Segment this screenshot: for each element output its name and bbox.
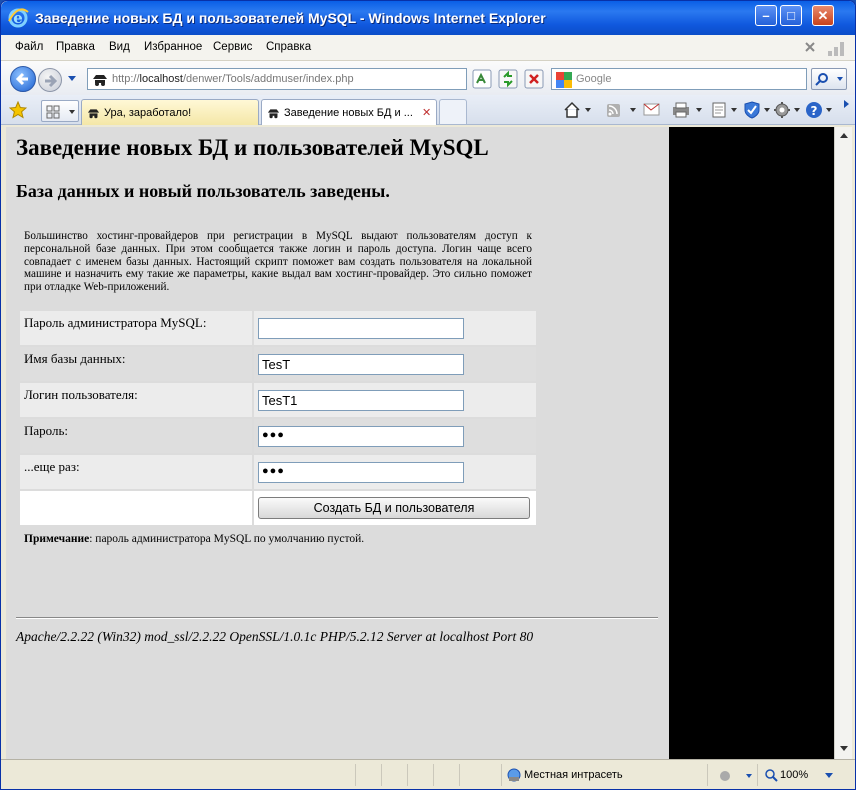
page-title: Заведение новых БД и пользователей MySQL: [16, 135, 489, 160]
menu-item-file[interactable]: Файл: [15, 41, 44, 53]
search-button[interactable]: [811, 68, 847, 90]
back-button[interactable]: [10, 66, 36, 92]
spy-tab-icon: [267, 107, 280, 119]
zoom-control[interactable]: [757, 764, 851, 786]
intranet-zone-icon: [506, 767, 522, 783]
vertical-scrollbar[interactable]: [834, 127, 852, 759]
user-login-label: Логин пользователя:: [20, 383, 252, 417]
minimize-button[interactable]: –: [755, 5, 777, 26]
side-pane: [669, 127, 834, 759]
status-bar: [1, 759, 856, 790]
user-login-input[interactable]: TesT1: [258, 390, 464, 411]
quick-tabs-icon: [42, 101, 80, 123]
tab-label: Заведение новых БД и ...: [284, 107, 413, 119]
maximize-button[interactable]: □: [780, 5, 802, 26]
refresh-icon[interactable]: [498, 69, 518, 89]
search-box[interactable]: [551, 68, 807, 90]
safety-shield-icon[interactable]: [743, 100, 773, 120]
scroll-up-icon[interactable]: [839, 131, 849, 139]
menu-item-help[interactable]: Справка: [266, 41, 312, 53]
back-arrow-icon: [11, 67, 37, 93]
svg-text:?: ?: [810, 104, 818, 118]
tab-bar: [1, 95, 856, 125]
print-icon[interactable]: [671, 101, 707, 119]
menu-item-view[interactable]: Вид: [109, 41, 130, 53]
close-menu-icon[interactable]: [804, 41, 816, 53]
admin-password-label: Пароль администратора MySQL:: [20, 311, 252, 345]
intro-paragraph: Большинство хостинг-провайдеров при регистрации в MySQL выдают пользователям доступ к персональной базе данных. При этом сообщается также логин и пароль доступа. Логин чаще всего совпадает с именем базы данных. Настоящий скрипт поможет вам создать пользователя на локальной машине и назначить ему такие же параметры, какие выдал вам хостинг-провайдер. Это сильно поможет при отладке Web-приложений.: [24, 230, 532, 294]
form-row: [20, 311, 536, 345]
new-tab-button[interactable]: [439, 99, 467, 124]
protected-mode-icon: [718, 768, 754, 784]
tab-close-icon[interactable]: ✕: [422, 107, 432, 119]
title-bar[interactable]: [1, 1, 856, 35]
scroll-down-icon[interactable]: [839, 745, 849, 753]
password-label: Пароль:: [20, 419, 252, 453]
zoom-dropdown-icon: [824, 772, 834, 780]
note: [24, 533, 364, 545]
form-row: [20, 347, 536, 381]
address-bar[interactable]: [87, 68, 467, 90]
create-db-user-button[interactable]: Создать БД и пользователя: [258, 497, 530, 519]
rss-feed-icon[interactable]: [605, 101, 641, 119]
tab-ura[interactable]: [81, 99, 259, 125]
signal-icon: [827, 39, 847, 57]
page-subtitle: База данных и новый пользователь заведены.: [16, 181, 390, 201]
menu-item-favorites[interactable]: Избранное: [144, 41, 203, 53]
magnifier-icon: [812, 69, 846, 89]
password-again-label: ...еще раз:: [20, 455, 252, 489]
tools-gear-icon[interactable]: [773, 100, 803, 120]
help-icon[interactable]: [805, 100, 835, 120]
forward-button[interactable]: [38, 68, 62, 92]
divider: [16, 617, 658, 619]
password-again-input[interactable]: ●●●: [258, 462, 464, 483]
zone-label: Местная интрасеть: [524, 769, 623, 781]
form-row: [20, 419, 536, 453]
user-form: [18, 309, 538, 527]
security-zone[interactable]: [501, 764, 707, 786]
quick-tabs-button[interactable]: [41, 100, 79, 122]
google-icon: [556, 72, 572, 88]
window-title: Заведение новых БД и пользователей MySQL - Windows Internet Explorer: [35, 10, 546, 26]
db-name-input[interactable]: TesT: [258, 354, 464, 375]
tab-current[interactable]: [261, 99, 437, 125]
stop-icon[interactable]: [524, 69, 544, 89]
search-placeholder: Google: [576, 73, 612, 85]
db-name-label: Имя базы данных:: [20, 347, 252, 381]
menu-item-edit[interactable]: Правка: [56, 41, 95, 53]
close-button[interactable]: ✕: [812, 5, 834, 26]
toolbar-overflow-icon[interactable]: [843, 99, 851, 109]
home-icon[interactable]: [563, 101, 593, 119]
form-row: [20, 491, 536, 525]
zoom-icon: [764, 768, 778, 782]
note-label: Примечание: [24, 533, 90, 545]
server-signature: Apache/2.2.22 (Win32) mod_ssl/2.2.22 OpenSSL/1.0.1c PHP/5.2.12 Server at localhost Port 80: [16, 629, 534, 644]
password-input[interactable]: ●●●: [258, 426, 464, 447]
menu-bar: [1, 35, 856, 61]
mail-icon[interactable]: [643, 103, 661, 117]
spy-favicon-icon: [92, 72, 108, 87]
history-dropdown-icon[interactable]: [67, 75, 77, 83]
zoom-level: 100%: [780, 769, 809, 781]
protected-mode[interactable]: [707, 764, 757, 786]
svg-text:e: e: [13, 9, 23, 27]
tab-label: Ура, заработало!: [104, 107, 192, 119]
spy-tab-icon: [87, 107, 100, 119]
compatibility-view-icon[interactable]: [472, 69, 492, 89]
form-row: [20, 455, 536, 489]
admin-password-input[interactable]: [258, 318, 464, 339]
forward-arrow-icon: [39, 69, 63, 93]
page-menu-icon[interactable]: [711, 101, 741, 119]
favorites-star-icon[interactable]: [9, 101, 27, 119]
internet-explorer-icon: [7, 6, 29, 28]
menu-item-tools[interactable]: Сервис: [213, 41, 253, 53]
page-content: [6, 127, 669, 759]
form-row: [20, 383, 536, 417]
note-text: : пароль администратора MySQL по умолчанию пустой.: [89, 533, 365, 545]
address-url[interactable]: http://localhost/denwer/Tools/addmuser/index.php: [112, 73, 354, 85]
